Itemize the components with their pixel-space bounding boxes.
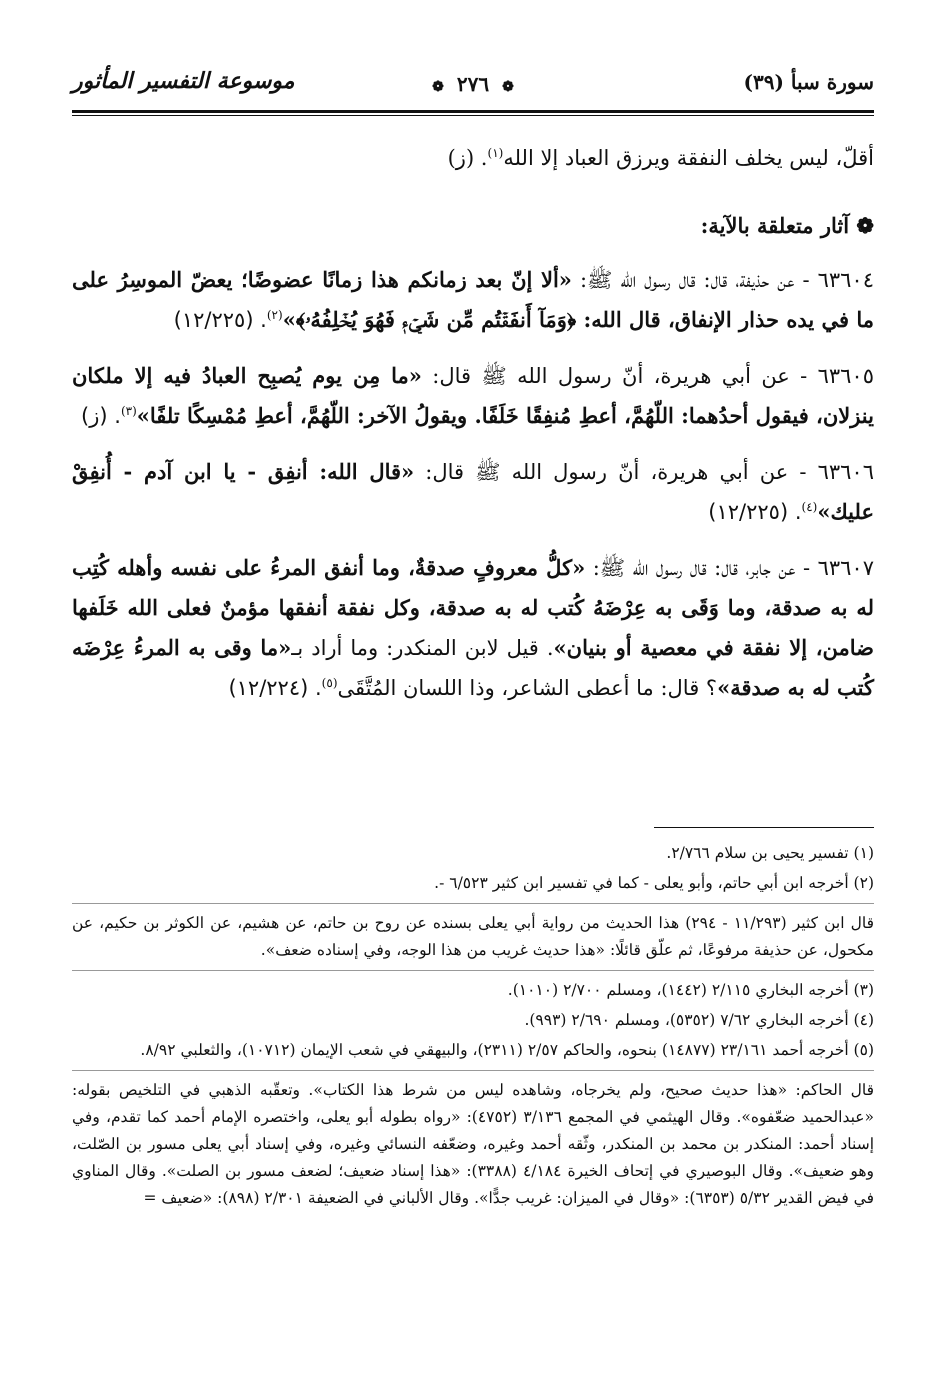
book-title: موسوعة التفسير المأثور	[72, 68, 295, 94]
athar-item: ٦٣٦٠٧ - عن جابر، قال: قال رسول الله ﷺ: «كلُّ معروفٍ صدقةٌ، وما أنفق المرءُ على نفسه وأهله كُتِب له به صدقة، وما وَقَى به عِرْضَهُ كُتب له به صدقة، وكل نفقة أنفقها مؤمنٌ فعلى الله خَلَفها ضامن، إلا نفقة في معصية أو بنيان». قيل لابن المنكدر: وما أراد بـ«ما وقى به المرءُ عِرْضَه كُتب له به صدقة»؟ قال: ما أعطى الشاعر، وذا اللسان المُتَّقَى$^{(٥)}$. (١٢/٢٢٤)	[72, 555, 875, 700]
footnote-rule	[654, 827, 874, 828]
hadith-text: «كلُّ معروفٍ صدقةٌ، وما أنفق المرءُ على نفسه وأهله كُتِب له به صدقة، وما وَقَى به عِرْضَهُ كُتب له به صدقة، وكل نفقة أنفقها مؤمنٌ فعلى الله خَلَفها ضامن، إلا نفقة في معصية أو بنيان»	[72, 555, 875, 660]
hadith-text: «قال الله: أنفِق - يا ابن آدم - أُنفِقْ عليك»	[72, 459, 874, 524]
section-heading: ❁ آثار متعلقة بالآية:	[700, 213, 874, 238]
athar-item: ٦٣٦٠٥ - عن أبي هريرة، أنّ رسول الله ﷺ قال: «ما مِن يوم يُصبِح العبادُ فيه إلا ملكان ينزلان، فيقول أحدُهما: اللّهُمَّ، أعطِ مُنفِقًا خَلَفًا. ويقولُ الآخر: اللّهُمَّ، أعطِ مُمْسِكًا تلفًا»$^{(٣)}$. (ز)	[72, 363, 874, 428]
surah-title: سورة سبأ (٣٩)	[743, 70, 874, 94]
footnote-marker[interactable]: (٤)	[801, 500, 818, 514]
footnote: (٤) أخرجه البخاري ٧/٦٢ (٥٣٥٢)، ومسلم ٢/٦٩٠ (٩٩٣).	[524, 1011, 874, 1029]
intro-paragraph: أقلّ، ليس يخلف النفقة ويرزق العباد إلا الله$^{(١)}$. (ز)	[447, 146, 874, 170]
hadith-text: «ألا إنّ بعد زمانكم هذا زمانًا عضوضًا؛ يعضّ الموسِرُ على ما في يده حذار الإنفاق، قال الله: ﴿وَمَآ أَنفَقۡتُم مِّن شَيۡءٖ فَهُوَ يُخۡلِفُهُۥ﴾»	[72, 267, 874, 332]
athar-item: ٦٣٦٠٦ - عن أبي هريرة، أنّ رسول الله ﷺ قال: «قال الله: أنفِق - يا ابن آدم - أُنفِقْ عليك»$^{(٤)}$. (١٢/٢٢٥)	[72, 459, 874, 524]
footnote: (٢) أخرجه ابن أبي حاتم، وأبو يعلى - كما في تفسير ابن كثير ٦/٥٢٣ -.	[434, 874, 874, 892]
footnote-comment: قال ابن كثير (١١/٢٩٣ - ٢٩٤) هذا الحديث من رواية أبي يعلى بسنده عن روح بن حاتم، عن هشيم، عن الكوثر بن حكيم، عن مكحول، عن حذيفة مرفوعًا، ثم علّق قائلًا: «هذا حديث غريب من هذا الوجه، وفي إسناده ضعف».	[72, 914, 874, 959]
footnote-marker[interactable]: (٢)	[266, 308, 283, 322]
ornament-icon: ❁	[502, 79, 514, 95]
header-rule-thin	[72, 115, 874, 116]
hadith-quote: «ما وقى به المرءُ عِرْضَه كُتب له به صدقة»	[72, 635, 874, 700]
footnote-separator	[72, 903, 874, 904]
footnote-separator	[72, 1070, 874, 1071]
footnote: (٥) أخرجه أحمد ٢٣/١٦١ (١٤٨٧٧) بنحوه، والحاكم ٢/٥٧ (٢٣١١)، والبيهقي في شعب الإيمان (١٠٧١٢)، والثعلبي ٨/٩٢.	[140, 1041, 874, 1059]
footnote-comment: قال الحاكم: «هذا حديث صحيح، ولم يخرجاه، وشاهده ليس من شرط هذا الكتاب». وتعقّبه الذهبي في التلخيص بقوله: «عبدالحميد ضعّفوه». وقال الهيثمي في المجمع ٣/١٣٦ (٤٧٥٢): «رواه بطوله أبو يعلى، واختصره الإمام أحمد كما تقدم، وفي إسناد أحمد: المنكدر بن محمد بن المنكدر، وثّقه أحمد وغيره، وضعّفه النسائي وغيره، وفي إسناد أبي يعلى مسور بن الصّلت، وهو ضعيف». وقال البوصيري في إتحاف الخيرة ٤/١٨٤ (٣٣٨٨): «هذا إسناد ضعيف؛ لضعف مسور بن الصلت». وقال المناوي في فيض القدير ٥/٣٢ (٦٣٥٣): «وقال في الميزان: غريب جدًّا». وقال الألباني في الضعيفة ٢/٣٠١ (٨٩٨): «ضعيف =	[72, 1081, 874, 1207]
main-text	[72, 138, 874, 724]
footnote: (٣) أخرجه البخاري ٢/١١٥ (١٤٤٢)، ومسلم ٢/٧٠٠ (١٠١٠).	[507, 981, 874, 999]
flower-icon: ❁	[856, 213, 874, 238]
footnote: (١) تفسير يحيى بن سلام ٢/٧٦٦.	[666, 844, 874, 862]
footnote-marker[interactable]: (٥)	[321, 676, 338, 690]
footnote-marker[interactable]: (١)	[487, 146, 504, 160]
hadith-text: «ما مِن يوم يُصبِح العبادُ فيه إلا ملكان ينزلان، فيقول أحدُهما: اللّهُمَّ، أعطِ مُنفِقًا خَلَفًا. ويقولُ الآخر: اللّهُمَّ، أعطِ مُمْسِكًا تلفًا»	[72, 363, 874, 428]
athar-item: ٦٣٦٠٤ - عن حذيفة، قال: قال رسول الله ﷺ: «ألا إنّ بعد زمانكم هذا زمانًا عضوضًا؛ يعضّ الموسِرُ على ما في يده حذار الإنفاق، قال الله: ﴿وَمَآ أَنفَقۡتُم مِّن شَيۡءٖ فَهُوَ يُخۡلِفُهُۥ﴾»$^{(٢)}$. (١٢/٢٢٥)	[72, 267, 874, 332]
header-rule	[72, 110, 874, 113]
footnotes	[72, 840, 874, 1215]
page-header	[72, 66, 874, 106]
footnote-separator	[72, 970, 874, 971]
ornament-icon: ❁	[432, 79, 444, 95]
footnote-marker[interactable]: (٣)	[120, 404, 137, 418]
page-number: ٢٧٦	[456, 72, 490, 96]
